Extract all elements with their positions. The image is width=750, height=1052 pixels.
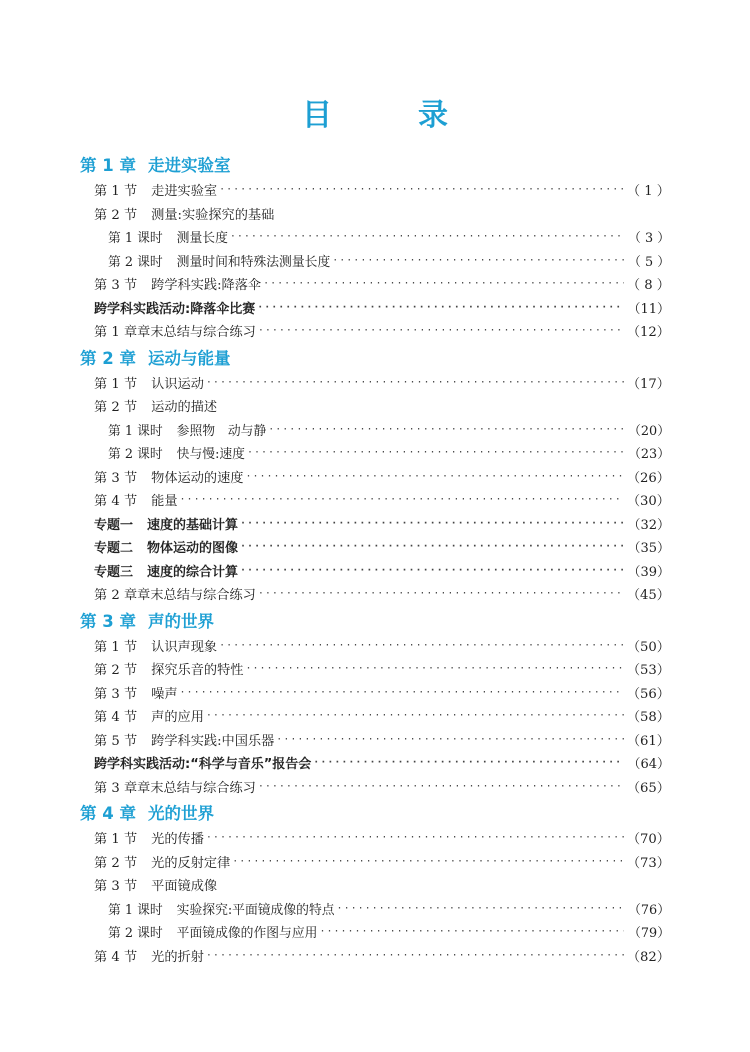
entry-label-text: 第 1 课时	[108, 902, 163, 918]
dot-leader	[258, 588, 624, 599]
toc-entry[interactable]	[80, 873, 670, 897]
entry-label-text: 第 2 节	[94, 663, 138, 679]
chapter-number: 第 1 章	[80, 156, 136, 175]
entry-label	[94, 514, 147, 533]
toc-entry[interactable]	[80, 944, 670, 968]
entry-title: 走进实验室	[151, 184, 218, 200]
toc-entry[interactable]	[80, 657, 670, 681]
chapter-heading[interactable]	[80, 343, 670, 371]
toc-entry[interactable]	[80, 202, 670, 226]
toc-entry[interactable]	[80, 512, 670, 536]
chapter-name: 走进实验室	[147, 156, 231, 175]
dot-leader	[247, 447, 624, 458]
entry-label-text: 第 5 节	[94, 733, 138, 749]
entry-label	[94, 946, 151, 965]
entry-label	[94, 875, 151, 894]
entry-title: 测量时间和特殊法测量长度	[176, 254, 331, 270]
entry-label-text: 第 3 节	[94, 686, 138, 702]
dot-leader	[219, 640, 624, 651]
entry-label-text: 第 2 课时	[108, 447, 163, 463]
entry-title: 速度的基础计算	[147, 517, 239, 533]
entry-label-text: 第 3 节	[94, 879, 138, 895]
entry-label-text: 第 2 节	[94, 855, 138, 871]
page-number: （53）	[626, 663, 670, 679]
entry-label	[94, 537, 147, 556]
entry-title: 第 1 章章末总结与综合练习	[94, 325, 256, 341]
dot-leader	[337, 903, 624, 914]
entry-title: 跨学科实践:降落伞	[151, 278, 262, 294]
toc-entry[interactable]	[80, 582, 670, 606]
entry-title: 光的传播	[151, 832, 204, 848]
entry-title: 平面镜成像的作图与应用	[176, 926, 318, 942]
entry-title: 能量	[151, 494, 178, 510]
page-number: （11）	[627, 301, 670, 317]
entry-title: 认识运动	[151, 376, 204, 392]
page-number: （ 8 ）	[626, 278, 670, 294]
entry-label-text: 专题一	[94, 517, 134, 533]
toc-entry[interactable]	[80, 751, 670, 775]
dot-leader	[206, 377, 624, 388]
entry-title: 物体运动的图像	[147, 541, 239, 557]
chapter-name: 光的世界	[147, 804, 214, 823]
entry-label-text: 第 4 节	[94, 710, 138, 726]
page-number: （35）	[627, 541, 670, 557]
page-number: （76）	[628, 902, 670, 918]
entry-label-text: 第 1 节	[94, 184, 138, 200]
dot-leader	[240, 518, 624, 529]
entry-title: 第 2 章章末总结与综合练习	[94, 588, 256, 604]
toc-entry[interactable]	[80, 488, 670, 512]
toc-entry[interactable]	[80, 775, 670, 799]
page-number: （23）	[628, 447, 670, 463]
entry-label	[94, 706, 151, 725]
dot-leader	[319, 926, 624, 937]
toc-entry[interactable]	[80, 728, 670, 752]
entry-title: 光的折射	[151, 949, 204, 965]
entry-label-text: 专题二	[94, 541, 134, 557]
toc-entry[interactable]	[80, 850, 670, 874]
entry-label	[94, 828, 151, 847]
entry-label-text: 第 1 节	[94, 832, 138, 848]
page-number: （61）	[626, 733, 670, 749]
toc-entry[interactable]	[80, 371, 670, 395]
page-number: （39）	[627, 564, 670, 580]
entry-title: 实验探究:平面镜成像的特点	[176, 902, 335, 918]
page-number: （56）	[626, 686, 670, 702]
entry-title: 跨学科实践:中国乐器	[151, 733, 275, 749]
dot-leader	[276, 734, 624, 745]
table-of-contents	[80, 150, 670, 967]
dot-leader	[206, 710, 624, 721]
dot-leader	[313, 757, 624, 768]
dot-leader	[219, 184, 624, 195]
page-number: （26）	[626, 470, 670, 486]
dot-leader	[258, 325, 624, 336]
entry-label	[94, 373, 151, 392]
dot-leader	[240, 541, 624, 552]
toc-entry[interactable]	[80, 272, 670, 296]
chapter-heading[interactable]	[80, 606, 670, 634]
entry-label	[94, 659, 151, 678]
entry-title: 探究乐音的特性	[151, 663, 244, 679]
entry-title: 参照物 动与静	[176, 423, 267, 439]
dot-leader	[206, 832, 624, 843]
toc-entry[interactable]	[80, 249, 670, 273]
entry-label	[94, 204, 151, 223]
entry-title: 平面镜成像	[151, 879, 218, 895]
chapter-number: 第 3 章	[80, 611, 136, 631]
toc-entry[interactable]	[80, 225, 670, 249]
entry-label	[108, 227, 177, 246]
entry-label	[108, 251, 177, 270]
toc-entry[interactable]	[80, 559, 670, 583]
chapter-name: 声的世界	[147, 611, 214, 631]
page-number: （ 3 ）	[628, 231, 670, 247]
entry-title: 第 3 章章末总结与综合练习	[94, 780, 256, 796]
page-number: （50）	[626, 639, 670, 655]
dot-leader	[206, 950, 624, 961]
entry-label	[94, 467, 151, 486]
entry-title: 跨学科实践活动:降落伞比赛	[94, 301, 256, 317]
entry-label-text: 第 3 节	[94, 278, 138, 294]
page-number: （20）	[628, 423, 670, 439]
dot-leader	[332, 255, 624, 266]
dot-leader	[245, 471, 624, 482]
chapter-heading[interactable]	[80, 150, 670, 178]
dot-leader	[232, 856, 624, 867]
entry-label-text: 第 4 节	[94, 949, 138, 965]
entry-label	[94, 180, 151, 199]
dot-leader	[180, 494, 624, 505]
entry-label-text: 专题三	[94, 564, 134, 580]
page-number: （70）	[626, 832, 670, 848]
entry-label-text: 第 2 节	[94, 207, 138, 223]
entry-title: 速度的综合计算	[147, 564, 239, 580]
toc-entry[interactable]	[80, 704, 670, 728]
dot-leader	[230, 231, 624, 242]
chapter-number: 第 2 章	[80, 348, 136, 368]
page-number: （64）	[627, 757, 670, 773]
page-number: （17）	[626, 376, 670, 392]
dot-leader	[180, 687, 624, 698]
entry-label	[94, 396, 151, 415]
entry-title: 认识声现象	[151, 639, 218, 655]
page-title: 目 录	[302, 98, 476, 133]
dot-leader	[263, 278, 624, 289]
entry-title: 光的反射定律	[151, 855, 231, 871]
toc-entry[interactable]	[80, 826, 670, 850]
entry-label	[94, 683, 151, 702]
toc-entry[interactable]	[80, 535, 670, 559]
entry-label	[94, 490, 151, 509]
page-number: （45）	[626, 588, 670, 604]
chapter-heading[interactable]	[80, 798, 670, 826]
toc-entry[interactable]	[80, 465, 670, 489]
dot-leader	[258, 781, 624, 792]
page-number: （12）	[626, 325, 670, 341]
entry-label	[108, 443, 177, 462]
entry-label-text: 第 2 课时	[108, 254, 163, 270]
toc-entry[interactable]	[80, 897, 670, 921]
entry-label	[108, 922, 177, 941]
toc-entry[interactable]	[80, 634, 670, 658]
toc-entry[interactable]	[80, 920, 670, 944]
toc-entry[interactable]	[80, 394, 670, 418]
toc-entry[interactable]	[80, 681, 670, 705]
page-number: （82）	[626, 949, 670, 965]
entry-title: 快与慢:速度	[176, 447, 245, 463]
page-number: （58）	[626, 710, 670, 726]
entry-title: 测量长度	[176, 231, 228, 247]
entry-label	[94, 730, 151, 749]
chapter-number: 第 4 章	[80, 804, 136, 823]
dot-leader	[268, 424, 624, 435]
entry-label-text: 第 1 课时	[108, 423, 163, 439]
dot-leader	[240, 565, 624, 576]
entry-title: 测量:实验探究的基础	[151, 207, 275, 223]
entry-label-text: 第 4 节	[94, 494, 138, 510]
page-number: （32）	[627, 517, 670, 533]
toc-entry[interactable]	[80, 178, 670, 202]
toc-entry[interactable]	[80, 418, 670, 442]
entry-label	[94, 852, 151, 871]
entry-label-text: 第 2 节	[94, 400, 138, 416]
page-number: （ 5 ）	[628, 254, 670, 270]
page-number: （30）	[626, 494, 670, 510]
entry-title: 声的应用	[151, 710, 204, 726]
entry-label	[108, 420, 177, 439]
entry-label	[108, 899, 177, 918]
page-number: （79）	[628, 926, 670, 942]
entry-title: 物体运动的速度	[151, 470, 244, 486]
entry-title: 跨学科实践活动:“科学与音乐”报告会	[94, 757, 312, 773]
entry-label	[94, 561, 147, 580]
entry-title: 运动的描述	[151, 400, 218, 416]
dot-leader	[257, 302, 624, 313]
entry-title: 噪声	[151, 686, 178, 702]
dot-leader	[245, 663, 624, 674]
entry-label	[94, 636, 151, 655]
entry-label-text: 第 1 节	[94, 376, 138, 392]
entry-label	[94, 274, 151, 293]
page-number: （ 1 ）	[626, 184, 670, 200]
toc-entry[interactable]	[80, 319, 670, 343]
entry-label-text: 第 1 课时	[108, 231, 163, 247]
page-number: （73）	[626, 855, 670, 871]
chapter-name: 运动与能量	[147, 348, 231, 368]
page-number: （65）	[626, 780, 670, 796]
entry-label-text: 第 1 节	[94, 639, 138, 655]
entry-label-text: 第 3 节	[94, 470, 138, 486]
entry-label-text: 第 2 课时	[108, 926, 163, 942]
toc-entry[interactable]	[80, 296, 670, 320]
toc-entry[interactable]	[80, 441, 670, 465]
